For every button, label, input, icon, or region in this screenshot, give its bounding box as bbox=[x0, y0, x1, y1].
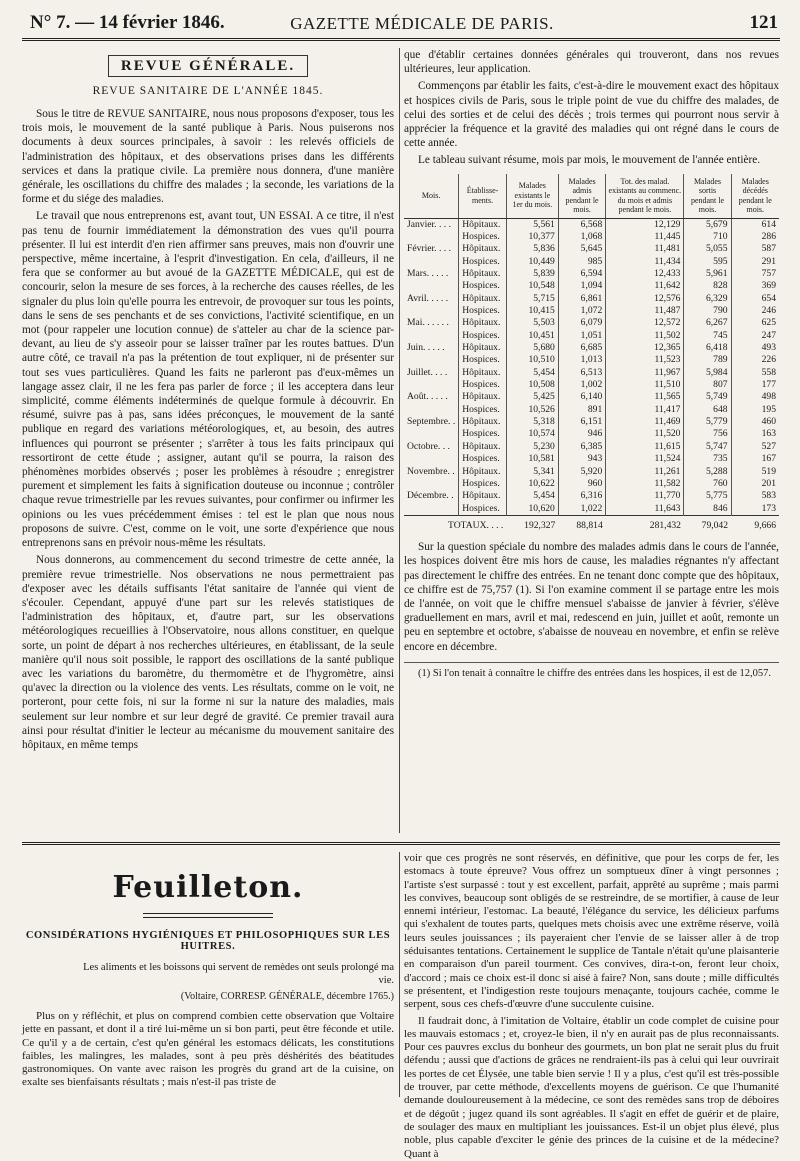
month-cell: Janvier. . . . bbox=[407, 218, 451, 230]
value-cell: 11,417 bbox=[606, 404, 684, 416]
table-row bbox=[404, 305, 779, 317]
paragraph: Plus on y réfléchit, et plus on comprend combien cette observation que Voltaire jette en passant, et dont il a tiré lui-même un si bon parti, peut être féconde et utile. Ce qu'il y a de certain, c'est qu'en général les estomacs délicats, les constitutions faibles, les malingres, les malades, sont à peu près déshérités des béatitudes gastronomiques. On vante avec raison les progrès du grand art de la cuisine, on exalte ses bienfaisants résultats ; mais n'est-il pas triste de bbox=[22, 1010, 394, 1089]
value-cell: 5,341 bbox=[506, 466, 558, 478]
page-number: 121 bbox=[749, 12, 778, 33]
table-row bbox=[404, 453, 779, 465]
value-cell: 10,451 bbox=[506, 330, 558, 342]
month-cell bbox=[404, 256, 459, 268]
value-cell: 6,385 bbox=[558, 441, 605, 453]
establishment-cell: Hôpitaux. bbox=[459, 441, 507, 453]
value-cell: 595 bbox=[684, 256, 731, 268]
value-cell: 195 bbox=[731, 404, 779, 416]
value-cell: 5,920 bbox=[558, 466, 605, 478]
value-cell: 10,526 bbox=[506, 404, 558, 416]
value-cell: 11,642 bbox=[606, 280, 684, 292]
paragraph: Nous donnerons, au commencement du second trimestre de cette année, la première revue trimestrielle. Nos observations ne nous permettraient pas d'exposer avec les détails suffisants l'état sanitaire de l'année qui vient de s'écouler. Cependant, appuyé d'une part sur les relevés statistiques de l'administration des hôpitaux, et, d'autre part, sur les observations météorologiques recueillies à l'Observatoire, nous allons constituer, en quelque sorte, un point de départ à nos recherches ultérieures, en établissant, de la seule manière qu'il nous soit possible, le rapport des oscillations de la santé publique avec les variations du baromètre, du thermomètre et de l'hygromètre, ainsi qu'avec la direction ou la violence des vents. Les résultats, comme on le voit, ne porteront, pour cette fois, ni sur la forme ni sur la nature des maladies, mais seulement sur leur nombre et sur leur degré de gravité. Ce premier travail aura ainsi pour résultat d'initier le lecteur au mécanisme du mouvement sanitaire des hôpitaux, en même temps bbox=[22, 554, 394, 751]
table-row bbox=[404, 256, 779, 268]
value-cell: 6,079 bbox=[558, 317, 605, 329]
value-cell: 527 bbox=[731, 441, 779, 453]
value-cell: 985 bbox=[558, 256, 605, 268]
month-cell bbox=[404, 280, 459, 292]
table-row bbox=[404, 218, 779, 231]
value-cell: 11,524 bbox=[606, 453, 684, 465]
column-header: Malades sortis pendant le mois. bbox=[684, 174, 731, 219]
value-cell: 11,523 bbox=[606, 354, 684, 366]
column-divider bbox=[399, 48, 400, 833]
value-cell: 6,267 bbox=[684, 317, 731, 329]
table-row bbox=[404, 466, 779, 478]
value-cell: 167 bbox=[731, 453, 779, 465]
value-cell: 10,574 bbox=[506, 428, 558, 440]
column-header: Malades existants le 1er du mois. bbox=[506, 174, 558, 219]
total-cell: 88,814 bbox=[558, 515, 605, 532]
month-cell bbox=[404, 428, 459, 440]
month-cell bbox=[404, 379, 459, 391]
paragraph: Sous le titre de REVUE SANITAIRE, nous nous proposons d'exposer, tous les trois mois, le mouvement de la santé publique à Paris. Nous puiserons nos documents à deux sources principales, à savoir : les relevés officiels de l'administration des hôpitaux, et des observations prises dans les différents services et dans la pratique civile. La première nous donnera, d'une manière générale, les oscillations du chiffre des malades ; la seconde, les variations de la forme et du siége des maladies. bbox=[22, 108, 394, 206]
table-row bbox=[404, 367, 779, 379]
value-cell: 807 bbox=[684, 379, 731, 391]
establishment-cell: Hôpitaux. bbox=[459, 268, 507, 280]
value-cell: 1,022 bbox=[558, 503, 605, 516]
establishment-cell: Hôpitaux. bbox=[459, 391, 507, 403]
value-cell: 6,568 bbox=[558, 218, 605, 231]
value-cell: 10,415 bbox=[506, 305, 558, 317]
value-cell: 11,434 bbox=[606, 256, 684, 268]
table-row bbox=[404, 441, 779, 453]
month-cell bbox=[404, 478, 459, 490]
value-cell: 735 bbox=[684, 453, 731, 465]
value-cell: 10,622 bbox=[506, 478, 558, 490]
value-cell: 5,836 bbox=[506, 243, 558, 255]
value-cell: 648 bbox=[684, 404, 731, 416]
establishment-cell: Hôpitaux. bbox=[459, 218, 507, 231]
value-cell: 6,140 bbox=[558, 391, 605, 403]
totals-row bbox=[404, 515, 779, 532]
table-row bbox=[404, 231, 779, 243]
value-cell: 369 bbox=[731, 280, 779, 292]
value-cell: 5,503 bbox=[506, 317, 558, 329]
value-cell: 5,961 bbox=[684, 268, 731, 280]
month-cell bbox=[404, 231, 459, 243]
value-cell: 946 bbox=[558, 428, 605, 440]
value-cell: 5,425 bbox=[506, 391, 558, 403]
value-cell: 12,365 bbox=[606, 342, 684, 354]
value-cell: 5,230 bbox=[506, 441, 558, 453]
value-cell: 11,643 bbox=[606, 503, 684, 516]
value-cell: 943 bbox=[558, 453, 605, 465]
paragraph: voir que ces progrès ne sont réservés, en définitive, que pour les corps de fer, les estomacs à toute épreuve? Vous offrez un somptueux dîner à vingt personnes ; l'artiste s'est surpassé : tout y est excellent, parfait, apprêté au suprême ; mais parmi les convives, beaucoup sont obligés de se restreindre, de se mortifier, à cause de leur ennemi intérieur, l'estomac. La beauté, l'élégance du service, les délicieux parfums qui s'exhalent de toutes parts, quelques mets choisis avec une extrême réserve, voilà leurs seules jouissances ; ils payeraient cher l'envie de se laisser aller à de trop séduisantes tentations. Certainement le supplice de Tantale n'était qu'une plaisanterie en comparaison d'un pareil tourment. Ces convives, dira-t-on, feront leur choix, d'accord ; mais ce choix est-il donc si aisé à faire? Non, sans doute ; mille difficultés se présentent, et l'indigestion reste toujours menaçante, toujours cachée, comme le serpent, sous ces chefs-d'œuvre d'une succulente cuisine. bbox=[404, 852, 779, 1011]
month-cell bbox=[404, 305, 459, 317]
value-cell: 1,072 bbox=[558, 305, 605, 317]
month-cell bbox=[404, 330, 459, 342]
table-row bbox=[404, 268, 779, 280]
value-cell: 5,561 bbox=[506, 218, 558, 231]
value-cell: 5,779 bbox=[684, 416, 731, 428]
value-cell: 11,502 bbox=[606, 330, 684, 342]
value-cell: 5,749 bbox=[684, 391, 731, 403]
value-cell: 226 bbox=[731, 354, 779, 366]
totals-label: TOTAUX. . . . bbox=[404, 515, 506, 532]
month-cell: Octobre. . . bbox=[407, 440, 450, 452]
value-cell: 1,002 bbox=[558, 379, 605, 391]
table-row bbox=[404, 490, 779, 502]
value-cell: 1,068 bbox=[558, 231, 605, 243]
value-cell: 11,261 bbox=[606, 466, 684, 478]
month-cell: Avril. . . . . bbox=[407, 292, 449, 304]
value-cell: 760 bbox=[684, 478, 731, 490]
column-divider bbox=[399, 852, 400, 1097]
value-cell: 246 bbox=[731, 305, 779, 317]
table-row bbox=[404, 416, 779, 428]
value-cell: 846 bbox=[684, 503, 731, 516]
value-cell: 519 bbox=[731, 466, 779, 478]
value-cell: 757 bbox=[731, 268, 779, 280]
value-cell: 6,685 bbox=[558, 342, 605, 354]
value-cell: 5,715 bbox=[506, 293, 558, 305]
value-cell: 177 bbox=[731, 379, 779, 391]
value-cell: 11,967 bbox=[606, 367, 684, 379]
establishment-cell: Hospices. bbox=[459, 379, 507, 391]
establishment-cell: Hospices. bbox=[459, 453, 507, 465]
table-row bbox=[404, 503, 779, 516]
feuilleton-divider bbox=[22, 842, 780, 845]
column-header: Établisse-ments. bbox=[459, 174, 507, 219]
value-cell: 10,377 bbox=[506, 231, 558, 243]
table-row bbox=[404, 342, 779, 354]
section-subtitle: REVUE SANITAIRE DE L'ANNÉE 1845. bbox=[92, 85, 324, 97]
value-cell: 11,770 bbox=[606, 490, 684, 502]
table-body bbox=[404, 218, 779, 532]
value-cell: 12,572 bbox=[606, 317, 684, 329]
establishment-cell: Hospices. bbox=[459, 305, 507, 317]
value-cell: 891 bbox=[558, 404, 605, 416]
value-cell: 587 bbox=[731, 243, 779, 255]
page-header bbox=[22, 4, 780, 41]
table-row bbox=[404, 478, 779, 490]
value-cell: 11,510 bbox=[606, 379, 684, 391]
footnote: (1) Si l'on tenait à connaître le chiffre des entrées dans les hospices, il est de 12,057. bbox=[404, 662, 779, 680]
value-cell: 1,013 bbox=[558, 354, 605, 366]
paragraph: que d'établir certaines données générales qui trouveront, dans nos revues ultérieures, leur application. bbox=[404, 49, 779, 76]
table-row bbox=[404, 404, 779, 416]
value-cell: 11,445 bbox=[606, 231, 684, 243]
value-cell: 10,508 bbox=[506, 379, 558, 391]
establishment-cell: Hôpitaux. bbox=[459, 243, 507, 255]
paragraph: Il faudrait donc, à l'imitation de Voltaire, établir un code complet de cuisine pour les mauvais estomacs ; et, croyez-le bien, il n'y en aurait pas de plus reconnaissants. Pour ces pauvres exclus du bonheur des gourmets, un bon plat ne serait plus du fruit défendu ; aussi que d'actions de grâces ne rendraient-ils pas à celui qui leur ouvrirait les portes de cet Élysée, une table bien servie ! Il y a plus, c'est qu'il est très-possible de trouver, par cette méthode, d'excellents moyens de guérison. Ce que l'humanité demande douloureusement à la médecine, ce sont des remèdes sans trop de déboires et de dégoût ; jugez quand ils sont agréables. Il s'agit en effet de guérir et de plaire, de soulager des maux en multipliant les jouissances. Est-il un objet plus élevé, plus noble, plus capable d'exciter le génie des princes de la cuisine et de la médecine? Quant à bbox=[404, 1014, 779, 1160]
feuilleton-title: Feuilleton. bbox=[112, 870, 304, 905]
value-cell: 745 bbox=[684, 330, 731, 342]
value-cell: 1,094 bbox=[558, 280, 605, 292]
value-cell: 10,449 bbox=[506, 256, 558, 268]
value-cell: 5,454 bbox=[506, 490, 558, 502]
total-cell: 9,666 bbox=[731, 515, 779, 532]
value-cell: 460 bbox=[731, 416, 779, 428]
value-cell: 789 bbox=[684, 354, 731, 366]
value-cell: 6,329 bbox=[684, 293, 731, 305]
establishment-cell: Hospices. bbox=[459, 478, 507, 490]
value-cell: 790 bbox=[684, 305, 731, 317]
value-cell: 10,510 bbox=[506, 354, 558, 366]
left-column bbox=[22, 48, 394, 833]
value-cell: 493 bbox=[731, 342, 779, 354]
value-cell: 11,469 bbox=[606, 416, 684, 428]
establishment-cell: Hôpitaux. bbox=[459, 293, 507, 305]
value-cell: 6,151 bbox=[558, 416, 605, 428]
value-cell: 10,548 bbox=[506, 280, 558, 292]
total-cell: 192,327 bbox=[506, 515, 558, 532]
value-cell: 5,645 bbox=[558, 243, 605, 255]
total-cell: 79,042 bbox=[684, 515, 731, 532]
month-cell bbox=[404, 453, 459, 465]
ornament-rule bbox=[143, 913, 273, 918]
establishment-cell: Hôpitaux. bbox=[459, 367, 507, 379]
value-cell: 286 bbox=[731, 231, 779, 243]
month-cell: Août. . . . . bbox=[407, 391, 448, 403]
table-row bbox=[404, 330, 779, 342]
value-cell: 11,481 bbox=[606, 243, 684, 255]
month-cell: Novembre. . bbox=[407, 465, 455, 477]
paragraph: Le travail que nous entreprenons est, avant tout, UN ESSAI. A ce titre, il n'est pas tenu de fournir immédiatement la démonstration des vues qu'il pourra présenter. Il lui est interdit d'en rien affirmer sans preuves, mais non d'ouvrir une perspective, même incertaine, à l'esprit d'investigation. En cela, d'ailleurs, il ne fera que se conformer au but avoué de la GAZETTE MÉDICALE, qui est de concourir, selon la mesure de ses forces, à la recherche des causes réelles, de les signaler du plus loin qu'elle pourra les entrevoir, de provoquer sur tous les points, dans le sens de ses penchants et de ses convictions, l'activité scientifique, en un mot (pour rappeler une locution connue) de s'atteler au char de la science par-devant, au lieu de s'y asseoir pour se laisser traîner par les routes battues. D'un autre côté, ce travail n'a pas la prétention de tout expliquer, ni de présenter sur tout ses vues particulières. Quand les faits ne parleront pas d'eux-mêmes un langage assez clair, il ne les fera pas parler de force ; il les acceptera dans leur simplicité, comme éléments indéterminés de quelque formule à découvrir. En résumé, suivre pas à pas, sans idées préconçues, le mouvement de la santé publique en regard des variations météorologiques, et, au besoin, des autres influences qui pourront se présenter ; s'arrêter à tous les faits principaux qui ressortiront de cette étude ; assigner, autant qu'il se pourra, la raison des phénomènes morbides observés ; poser les problèmes à résoudre ; enregistrer purement et simplement les faits à signification douteuse ou inconnue ; contrôler chaque revue trimestrielle par les revues suivantes, pour confirmer ou infirmer les opinions ou les vues précédemment émises : tel est le plan que nous nous proposons de suivre. C'est, comme on le voit, une sorte d'expérience que nous entreprenons sans en prévoir nous-même les résultats. bbox=[22, 210, 394, 550]
value-cell: 756 bbox=[684, 428, 731, 440]
value-cell: 5,747 bbox=[684, 441, 731, 453]
establishment-cell: Hospices. bbox=[459, 354, 507, 366]
month-cell: Juin. . . . . bbox=[407, 342, 445, 354]
value-cell: 11,565 bbox=[606, 391, 684, 403]
value-cell: 558 bbox=[731, 367, 779, 379]
value-cell: 6,594 bbox=[558, 268, 605, 280]
month-cell: Décembre. . bbox=[407, 490, 454, 502]
value-cell: 201 bbox=[731, 478, 779, 490]
month-cell: Mars. . . . . bbox=[407, 268, 449, 279]
paragraph: Commençons par établir les faits, c'est-à-dire le mouvement exact des hôpitaux et hospices civils de Paris, sous le triple point de vue du chiffre des malades, de celui des sorties et de celui des décès ; trois termes qui pourront nous servir à apprécier la fréquence et la gravité des maladies qui ont régné dans le cours de cette année. bbox=[404, 80, 779, 150]
table-header-row bbox=[404, 174, 779, 219]
value-cell: 5,984 bbox=[684, 367, 731, 379]
value-cell: 5,288 bbox=[684, 466, 731, 478]
establishment-cell: Hôpitaux. bbox=[459, 466, 507, 478]
establishment-cell: Hospices. bbox=[459, 404, 507, 416]
feuilleton-heading: CONSIDÉRATIONS HYGIÉNIQUES ET PHILOSOPHIQUES SUR LES HUITRES. bbox=[25, 930, 391, 952]
hospital-movement-table bbox=[404, 174, 779, 533]
value-cell: 12,576 bbox=[606, 293, 684, 305]
right-column bbox=[404, 48, 779, 833]
value-cell: 12,433 bbox=[606, 268, 684, 280]
column-header: Tot. des malad. existants au commenc. du mois et admis pendant le mois. bbox=[606, 174, 684, 219]
table-row bbox=[404, 391, 779, 403]
establishment-cell: Hospices. bbox=[459, 231, 507, 243]
table-row bbox=[404, 293, 779, 305]
month-cell bbox=[404, 354, 459, 366]
table-row bbox=[404, 379, 779, 391]
epigraph-attribution: (Voltaire, CORRESP. GÉNÉRALE, décembre 1765.) bbox=[180, 991, 394, 1002]
value-cell: 11,520 bbox=[606, 428, 684, 440]
table-row bbox=[404, 243, 779, 255]
value-cell: 6,316 bbox=[558, 490, 605, 502]
table-row bbox=[404, 354, 779, 366]
publication-title: GAZETTE MÉDICALE DE PARIS. bbox=[290, 14, 554, 33]
total-cell: 281,432 bbox=[606, 515, 684, 532]
establishment-cell: Hôpitaux. bbox=[459, 490, 507, 502]
value-cell: 5,454 bbox=[506, 367, 558, 379]
value-cell: 11,487 bbox=[606, 305, 684, 317]
epigraph: Les aliments et les boissons qui servent de remèdes ont seuls prolongé ma vie. bbox=[83, 962, 394, 986]
value-cell: 498 bbox=[731, 391, 779, 403]
value-cell: 654 bbox=[731, 293, 779, 305]
value-cell: 291 bbox=[731, 256, 779, 268]
paragraph: Le tableau suivant résume, mois par mois, le mouvement de l'année entière. bbox=[418, 154, 761, 167]
table-row bbox=[404, 280, 779, 292]
issue-date: N° 7. — 14 février 1846. bbox=[30, 12, 225, 33]
value-cell: 11,615 bbox=[606, 441, 684, 453]
value-cell: 5,839 bbox=[506, 268, 558, 280]
establishment-cell: Hospices. bbox=[459, 256, 507, 268]
value-cell: 1,051 bbox=[558, 330, 605, 342]
value-cell: 828 bbox=[684, 280, 731, 292]
establishment-cell: Hospices. bbox=[459, 330, 507, 342]
establishment-cell: Hôpitaux. bbox=[459, 317, 507, 329]
establishment-cell: Hospices. bbox=[459, 503, 507, 516]
value-cell: 163 bbox=[731, 428, 779, 440]
month-cell: Juillet. . . . bbox=[407, 366, 448, 378]
establishment-cell: Hôpitaux. bbox=[459, 416, 507, 428]
value-cell: 5,055 bbox=[684, 243, 731, 255]
value-cell: 247 bbox=[731, 330, 779, 342]
value-cell: 960 bbox=[558, 478, 605, 490]
value-cell: 11,582 bbox=[606, 478, 684, 490]
value-cell: 583 bbox=[731, 490, 779, 502]
value-cell: 12,129 bbox=[606, 218, 684, 231]
month-cell bbox=[404, 503, 459, 516]
value-cell: 173 bbox=[731, 503, 779, 516]
value-cell: 614 bbox=[731, 218, 779, 231]
value-cell: 10,581 bbox=[506, 453, 558, 465]
section-title: REVUE GÉNÉRALE. bbox=[22, 58, 394, 75]
feuilleton-right bbox=[404, 852, 779, 1160]
value-cell: 6,418 bbox=[684, 342, 731, 354]
establishment-cell: Hospices. bbox=[459, 428, 507, 440]
column-header: Malades admis pendant le mois. bbox=[558, 174, 605, 219]
column-header: Mois. bbox=[404, 174, 459, 219]
paragraph: Sur la question spéciale du nombre des malades admis dans le cours de l'année, les hospices doivent être mis hors de cause, les maladies régnantes n'y affectant pas directement le chiffre des entrées. En ne tenant donc compte que des hôpitaux, ce chiffre est de 75,757 (1). Si l'on examine comment il se partage entre les mois de l'année, on voit que le chiffre mensuel s'abaisse de janvier à février, s'élève graduellement en mars, avril et mai, redescend en juin, juillet et août, remonte un peu en septembre et octobre, s'abaisse de nouveau en novembre, et enfin se relève encore en décembre. bbox=[404, 541, 779, 653]
value-cell: 10,620 bbox=[506, 503, 558, 516]
establishment-cell: Hôpitaux. bbox=[459, 342, 507, 354]
month-cell: Septembre. . bbox=[407, 416, 456, 428]
value-cell: 5,318 bbox=[506, 416, 558, 428]
value-cell: 6,861 bbox=[558, 293, 605, 305]
month-cell: Mai. . . . . . bbox=[407, 317, 449, 329]
value-cell: 6,513 bbox=[558, 367, 605, 379]
month-cell bbox=[404, 404, 459, 416]
value-cell: 5,680 bbox=[506, 342, 558, 354]
establishment-cell: Hospices. bbox=[459, 280, 507, 292]
column-header: Malades décédés pendant le mois. bbox=[731, 174, 779, 219]
table-row bbox=[404, 317, 779, 329]
table-row bbox=[404, 428, 779, 440]
value-cell: 625 bbox=[731, 317, 779, 329]
value-cell: 5,679 bbox=[684, 218, 731, 231]
value-cell: 5,775 bbox=[684, 490, 731, 502]
value-cell: 710 bbox=[684, 231, 731, 243]
month-cell: Février. . . . bbox=[407, 243, 451, 255]
feuilleton-left bbox=[22, 852, 394, 1097]
